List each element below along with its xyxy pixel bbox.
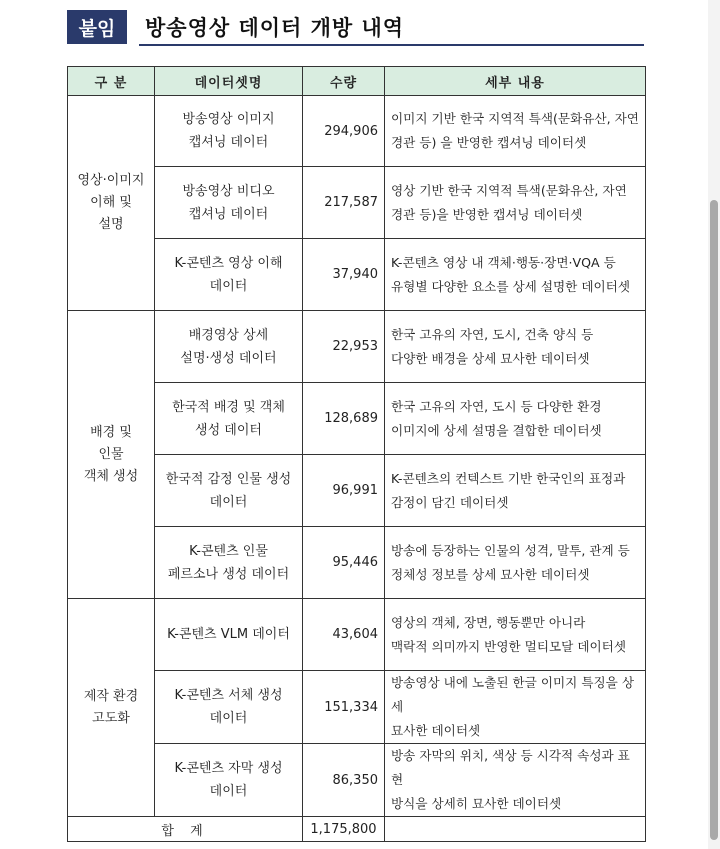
title-underline [139, 44, 644, 46]
category-cell: 영상·이미지 이해 및 설명 [68, 96, 155, 311]
column-header-category: 구 분 [68, 67, 155, 96]
dataset-name-cell: K-콘텐츠 영상 이해 데이터 [155, 239, 303, 311]
dataset-name-cell: K-콘텐츠 인물 페르소나 생성 데이터 [155, 527, 303, 599]
column-header-details: 세부 내용 [385, 67, 646, 96]
quantity-cell: 43,604 [303, 599, 385, 671]
table-row [68, 527, 646, 599]
table-row [68, 239, 646, 311]
column-header-quantity: 수량 [303, 67, 385, 96]
details-cell: 한국 고유의 자연, 도시, 건축 양식 등 다양한 배경을 상세 묘사한 데이터셋 [385, 311, 646, 383]
dataset-name-cell: 배경영상 상세 설명·생성 데이터 [155, 311, 303, 383]
category-cell: 배경 및 인물 객체 생성 [68, 311, 155, 599]
quantity-cell: 217,587 [303, 167, 385, 239]
dataset-name-cell: K-콘텐츠 VLM 데이터 [155, 599, 303, 671]
table-row [68, 455, 646, 527]
table-row [68, 744, 646, 817]
category-cell: 제작 환경 고도화 [68, 599, 155, 817]
quantity-cell: 96,991 [303, 455, 385, 527]
total-label: 합 계 [68, 817, 303, 842]
table-row [68, 96, 646, 167]
quantity-cell: 294,906 [303, 96, 385, 167]
dataset-name-cell: 한국적 감정 인물 생성 데이터 [155, 455, 303, 527]
table-row [68, 311, 646, 383]
total-row [68, 817, 646, 842]
page-title: 방송영상 데이터 개방 내역 [145, 16, 405, 40]
quantity-cell: 22,953 [303, 311, 385, 383]
dataset-name-cell: 한국적 배경 및 객체 생성 데이터 [155, 383, 303, 455]
vertical-scrollbar[interactable] [708, 0, 720, 849]
quantity-cell: 37,940 [303, 239, 385, 311]
dataset-name-cell: 방송영상 이미지 캡셔닝 데이터 [155, 96, 303, 167]
details-cell: 방송영상 내에 노출된 한글 이미지 특징을 상세 묘사한 데이터셋 [385, 671, 646, 744]
scrollbar-thumb[interactable] [710, 200, 718, 840]
details-cell: 이미지 기반 한국 지역적 특색(문화유산, 자연 경관 등) 을 반영한 캡셔닝 데이터셋 [385, 96, 646, 167]
column-header-dataset-name: 데이터셋명 [155, 67, 303, 96]
dataset-name-cell: K-콘텐츠 서체 생성 데이터 [155, 671, 303, 744]
quantity-cell: 128,689 [303, 383, 385, 455]
document-header [67, 10, 644, 46]
total-quantity: 1,175,800 [303, 817, 385, 842]
attachment-badge: 붙임 [67, 10, 127, 44]
table-row [68, 167, 646, 239]
total-empty-cell [385, 817, 646, 842]
details-cell: K-콘텐츠의 컨텍스트 기반 한국인의 표정과 감정이 담긴 데이터셋 [385, 455, 646, 527]
details-cell: 한국 고유의 자연, 도시 등 다양한 환경 이미지에 상세 설명을 결합한 데이터셋 [385, 383, 646, 455]
quantity-cell: 151,334 [303, 671, 385, 744]
table-row [68, 671, 646, 744]
dataset-name-cell: K-콘텐츠 자막 생성 데이터 [155, 744, 303, 817]
details-cell: 영상 기반 한국 지역적 특색(문화유산, 자연 경관 등)을 반영한 캡셔닝 데이터셋 [385, 167, 646, 239]
details-cell: K-콘텐츠 영상 내 객체·행동·장면·VQA 등 유형별 다양한 요소를 상세 설명한 데이터셋 [385, 239, 646, 311]
quantity-cell: 86,350 [303, 744, 385, 817]
dataset-table [67, 66, 646, 842]
table-header-row [68, 67, 646, 96]
table-row [68, 599, 646, 671]
table-row [68, 383, 646, 455]
details-cell: 방송에 등장하는 인물의 성격, 말투, 관계 등 정체성 정보를 상세 묘사한 데이터셋 [385, 527, 646, 599]
dataset-name-cell: 방송영상 비디오 캡셔닝 데이터 [155, 167, 303, 239]
details-cell: 영상의 객체, 장면, 행동뿐만 아니라 맥락적 의미까지 반영한 멀티모달 데이터셋 [385, 599, 646, 671]
details-cell: 방송 자막의 위치, 색상 등 시각적 속성과 표현 방식을 상세히 묘사한 데이터셋 [385, 744, 646, 817]
quantity-cell: 95,446 [303, 527, 385, 599]
